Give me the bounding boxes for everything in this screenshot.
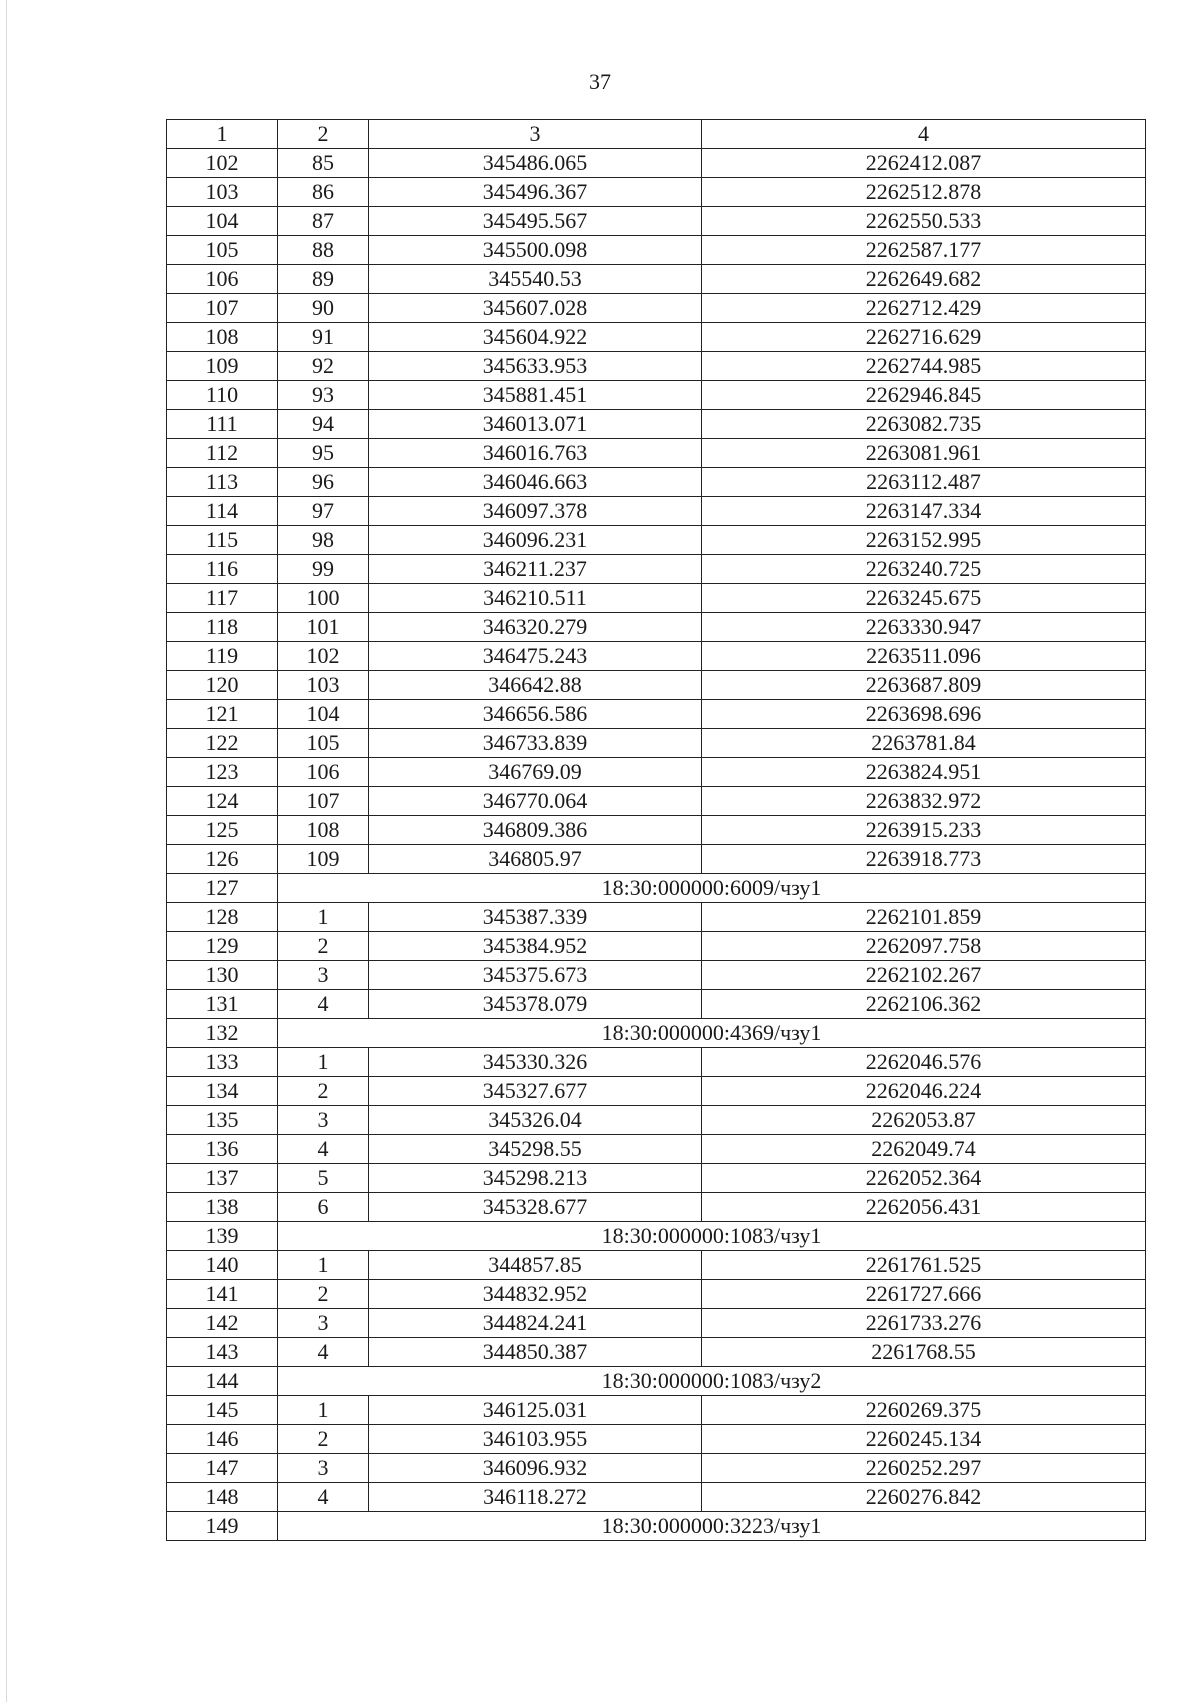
table-row [167,178,1146,207]
x-coordinate-cell: 345604.922 [369,323,702,352]
y-coordinate-cell: 2262512.878 [702,178,1146,207]
section-row [167,874,1146,903]
x-coordinate-cell: 345633.953 [369,352,702,381]
table-header-row [167,120,1146,149]
point-number-cell: 2 [278,1425,369,1454]
table-row [167,700,1146,729]
y-coordinate-cell: 2263915.233 [702,816,1146,845]
x-coordinate-cell: 346096.231 [369,526,702,555]
row-number-cell: 141 [167,1280,278,1309]
y-coordinate-cell: 2260269.375 [702,1396,1146,1425]
y-coordinate-cell: 2261768.55 [702,1338,1146,1367]
y-coordinate-cell: 2262412.087 [702,149,1146,178]
point-number-cell: 107 [278,787,369,816]
y-coordinate-cell: 2263152.995 [702,526,1146,555]
y-coordinate-cell: 2261733.276 [702,1309,1146,1338]
point-number-cell: 85 [278,149,369,178]
x-coordinate-cell: 345881.451 [369,381,702,410]
y-coordinate-cell: 2263082.735 [702,410,1146,439]
point-number-cell: 93 [278,381,369,410]
point-number-cell: 104 [278,700,369,729]
table-row [167,1280,1146,1309]
table-row [167,265,1146,294]
table-row [167,961,1146,990]
table-row [167,816,1146,845]
table-row [167,1193,1146,1222]
point-number-cell: 3 [278,1454,369,1483]
row-number-cell: 133 [167,1048,278,1077]
table-row [167,149,1146,178]
x-coordinate-cell: 346805.97 [369,845,702,874]
table-row [167,381,1146,410]
point-number-cell: 1 [278,1048,369,1077]
row-number-cell: 112 [167,439,278,468]
point-number-cell: 1 [278,1251,369,1280]
x-coordinate-cell: 345378.079 [369,990,702,1019]
point-number-cell: 1 [278,1396,369,1425]
section-row [167,1512,1146,1541]
row-number-cell: 106 [167,265,278,294]
point-number-cell: 87 [278,207,369,236]
row-number-cell: 148 [167,1483,278,1512]
y-coordinate-cell: 2262101.859 [702,903,1146,932]
y-coordinate-cell: 2263112.487 [702,468,1146,497]
row-number-cell: 121 [167,700,278,729]
y-coordinate-cell: 2262587.177 [702,236,1146,265]
row-number-cell: 143 [167,1338,278,1367]
x-coordinate-cell: 345495.567 [369,207,702,236]
table-row [167,1106,1146,1135]
row-number-cell: 136 [167,1135,278,1164]
point-number-cell: 1 [278,903,369,932]
y-coordinate-cell: 2262102.267 [702,961,1146,990]
y-coordinate-cell: 2263698.696 [702,700,1146,729]
y-coordinate-cell: 2262946.845 [702,381,1146,410]
row-number-cell: 131 [167,990,278,1019]
row-number-cell: 103 [167,178,278,207]
x-coordinate-cell: 346125.031 [369,1396,702,1425]
x-coordinate-cell: 345298.213 [369,1164,702,1193]
section-row [167,1367,1146,1396]
point-number-cell: 2 [278,1077,369,1106]
y-coordinate-cell: 2262053.87 [702,1106,1146,1135]
x-coordinate-cell: 346475.243 [369,642,702,671]
x-coordinate-cell: 345500.098 [369,236,702,265]
section-title-cell: 18:30:000000:3223/чзу1 [278,1512,1146,1541]
y-coordinate-cell: 2262046.576 [702,1048,1146,1077]
y-coordinate-cell: 2262649.682 [702,265,1146,294]
x-coordinate-cell: 346320.279 [369,613,702,642]
y-coordinate-cell: 2260252.297 [702,1454,1146,1483]
y-coordinate-cell: 2260276.842 [702,1483,1146,1512]
point-number-cell: 4 [278,1483,369,1512]
table-row [167,323,1146,352]
table-row [167,1164,1146,1193]
table-row [167,613,1146,642]
row-number-cell: 140 [167,1251,278,1280]
table-row [167,903,1146,932]
point-number-cell: 4 [278,1338,369,1367]
table-row [167,990,1146,1019]
point-number-cell: 2 [278,1280,369,1309]
point-number-cell: 3 [278,1106,369,1135]
row-number-cell: 125 [167,816,278,845]
point-number-cell: 105 [278,729,369,758]
y-coordinate-cell: 2263081.961 [702,439,1146,468]
point-number-cell: 86 [278,178,369,207]
x-coordinate-cell: 346733.839 [369,729,702,758]
point-number-cell: 91 [278,323,369,352]
table-row [167,1251,1146,1280]
row-number-cell: 142 [167,1309,278,1338]
table-row [167,1396,1146,1425]
x-coordinate-cell: 345375.673 [369,961,702,990]
table-row [167,1077,1146,1106]
x-coordinate-cell: 346046.663 [369,468,702,497]
x-coordinate-cell: 346656.586 [369,700,702,729]
x-coordinate-cell: 346211.237 [369,555,702,584]
x-coordinate-cell: 345607.028 [369,294,702,323]
row-number-cell: 137 [167,1164,278,1193]
point-number-cell: 88 [278,236,369,265]
row-number-cell: 115 [167,526,278,555]
section-title-cell: 18:30:000000:6009/чзу1 [278,874,1146,903]
section-title-cell: 18:30:000000:4369/чзу1 [278,1019,1146,1048]
row-number-cell: 123 [167,758,278,787]
table-row [167,236,1146,265]
y-coordinate-cell: 2262106.362 [702,990,1146,1019]
x-coordinate-cell: 346103.955 [369,1425,702,1454]
table-row [167,294,1146,323]
row-number-cell: 149 [167,1512,278,1541]
row-number-cell: 113 [167,468,278,497]
x-coordinate-cell: 346097.378 [369,497,702,526]
row-number-cell: 132 [167,1019,278,1048]
table-row [167,497,1146,526]
y-coordinate-cell: 2262049.74 [702,1135,1146,1164]
x-coordinate-cell: 346013.071 [369,410,702,439]
row-number-cell: 102 [167,149,278,178]
x-coordinate-cell: 345330.326 [369,1048,702,1077]
header-cell-2: 2 [278,120,369,149]
x-coordinate-cell: 346809.386 [369,816,702,845]
point-number-cell: 98 [278,526,369,555]
row-number-cell: 147 [167,1454,278,1483]
point-number-cell: 2 [278,932,369,961]
y-coordinate-cell: 2262712.429 [702,294,1146,323]
table-row [167,671,1146,700]
scan-margin-line [6,0,7,1702]
table-row [167,1425,1146,1454]
row-number-cell: 107 [167,294,278,323]
point-number-cell: 102 [278,642,369,671]
y-coordinate-cell: 2263511.096 [702,642,1146,671]
row-number-cell: 118 [167,613,278,642]
table-row [167,1309,1146,1338]
x-coordinate-cell: 346642.88 [369,671,702,700]
point-number-cell: 4 [278,990,369,1019]
x-coordinate-cell: 345298.55 [369,1135,702,1164]
point-number-cell: 4 [278,1135,369,1164]
point-number-cell: 3 [278,961,369,990]
point-number-cell: 99 [278,555,369,584]
row-number-cell: 120 [167,671,278,700]
row-number-cell: 116 [167,555,278,584]
y-coordinate-cell: 2263918.773 [702,845,1146,874]
row-number-cell: 108 [167,323,278,352]
row-number-cell: 114 [167,497,278,526]
row-number-cell: 109 [167,352,278,381]
table-row [167,758,1146,787]
point-number-cell: 3 [278,1309,369,1338]
y-coordinate-cell: 2263330.947 [702,613,1146,642]
row-number-cell: 124 [167,787,278,816]
row-number-cell: 128 [167,903,278,932]
row-number-cell: 145 [167,1396,278,1425]
row-number-cell: 129 [167,932,278,961]
row-number-cell: 134 [167,1077,278,1106]
page-number: 37 [589,69,611,94]
x-coordinate-cell: 344850.387 [369,1338,702,1367]
section-row [167,1019,1146,1048]
y-coordinate-cell: 2263824.951 [702,758,1146,787]
table-row [167,932,1146,961]
y-coordinate-cell: 2263245.675 [702,584,1146,613]
y-coordinate-cell: 2262716.629 [702,323,1146,352]
table-row [167,352,1146,381]
y-coordinate-cell: 2262550.533 [702,207,1146,236]
table-body [167,149,1146,1541]
row-number-cell: 117 [167,584,278,613]
x-coordinate-cell: 345384.952 [369,932,702,961]
row-number-cell: 144 [167,1367,278,1396]
table-row [167,207,1146,236]
point-number-cell: 106 [278,758,369,787]
table-row [167,1454,1146,1483]
table-row [167,526,1146,555]
x-coordinate-cell: 345327.677 [369,1077,702,1106]
table-row [167,1338,1146,1367]
table-row [167,439,1146,468]
row-number-cell: 111 [167,410,278,439]
table-row [167,729,1146,758]
point-number-cell: 6 [278,1193,369,1222]
section-row [167,1222,1146,1251]
x-coordinate-cell: 344857.85 [369,1251,702,1280]
point-number-cell: 100 [278,584,369,613]
row-number-cell: 146 [167,1425,278,1454]
y-coordinate-cell: 2262056.431 [702,1193,1146,1222]
point-number-cell: 5 [278,1164,369,1193]
row-number-cell: 139 [167,1222,278,1251]
row-number-cell: 135 [167,1106,278,1135]
point-number-cell: 96 [278,468,369,497]
y-coordinate-cell: 2260245.134 [702,1425,1146,1454]
point-number-cell: 109 [278,845,369,874]
table-row [167,1048,1146,1077]
row-number-cell: 104 [167,207,278,236]
row-number-cell: 127 [167,874,278,903]
row-number-cell: 138 [167,1193,278,1222]
section-title-cell: 18:30:000000:1083/чзу2 [278,1367,1146,1396]
y-coordinate-cell: 2263832.972 [702,787,1146,816]
x-coordinate-cell: 346770.064 [369,787,702,816]
table-row [167,584,1146,613]
x-coordinate-cell: 345540.53 [369,265,702,294]
x-coordinate-cell: 344832.952 [369,1280,702,1309]
header-cell-1: 1 [167,120,278,149]
x-coordinate-cell: 344824.241 [369,1309,702,1338]
row-number-cell: 122 [167,729,278,758]
x-coordinate-cell: 345496.367 [369,178,702,207]
row-number-cell: 119 [167,642,278,671]
y-coordinate-cell: 2262046.224 [702,1077,1146,1106]
point-number-cell: 101 [278,613,369,642]
header-cell-4: 4 [702,120,1146,149]
table-row [167,1483,1146,1512]
x-coordinate-cell: 345326.04 [369,1106,702,1135]
point-number-cell: 92 [278,352,369,381]
table-row [167,787,1146,816]
y-coordinate-cell: 2262052.364 [702,1164,1146,1193]
table-row [167,1135,1146,1164]
table-row [167,555,1146,584]
x-coordinate-cell: 346096.932 [369,1454,702,1483]
x-coordinate-cell: 346118.272 [369,1483,702,1512]
section-title-cell: 18:30:000000:1083/чзу1 [278,1222,1146,1251]
table-row [167,845,1146,874]
y-coordinate-cell: 2263147.334 [702,497,1146,526]
y-coordinate-cell: 2261727.666 [702,1280,1146,1309]
table-row [167,410,1146,439]
x-coordinate-cell: 346769.09 [369,758,702,787]
row-number-cell: 130 [167,961,278,990]
point-number-cell: 97 [278,497,369,526]
x-coordinate-cell: 346016.763 [369,439,702,468]
y-coordinate-cell: 2263240.725 [702,555,1146,584]
point-number-cell: 108 [278,816,369,845]
header-cell-3: 3 [369,120,702,149]
row-number-cell: 126 [167,845,278,874]
table-row [167,468,1146,497]
table-row [167,642,1146,671]
y-coordinate-cell: 2263687.809 [702,671,1146,700]
row-number-cell: 105 [167,236,278,265]
x-coordinate-cell: 345387.339 [369,903,702,932]
row-number-cell: 110 [167,381,278,410]
x-coordinate-cell: 346210.511 [369,584,702,613]
point-number-cell: 89 [278,265,369,294]
y-coordinate-cell: 2261761.525 [702,1251,1146,1280]
point-number-cell: 103 [278,671,369,700]
y-coordinate-cell: 2262097.758 [702,932,1146,961]
point-number-cell: 90 [278,294,369,323]
point-number-cell: 95 [278,439,369,468]
y-coordinate-cell: 2262744.985 [702,352,1146,381]
point-number-cell: 94 [278,410,369,439]
y-coordinate-cell: 2263781.84 [702,729,1146,758]
x-coordinate-cell: 345328.677 [369,1193,702,1222]
coordinates-table [166,119,1146,1541]
x-coordinate-cell: 345486.065 [369,149,702,178]
